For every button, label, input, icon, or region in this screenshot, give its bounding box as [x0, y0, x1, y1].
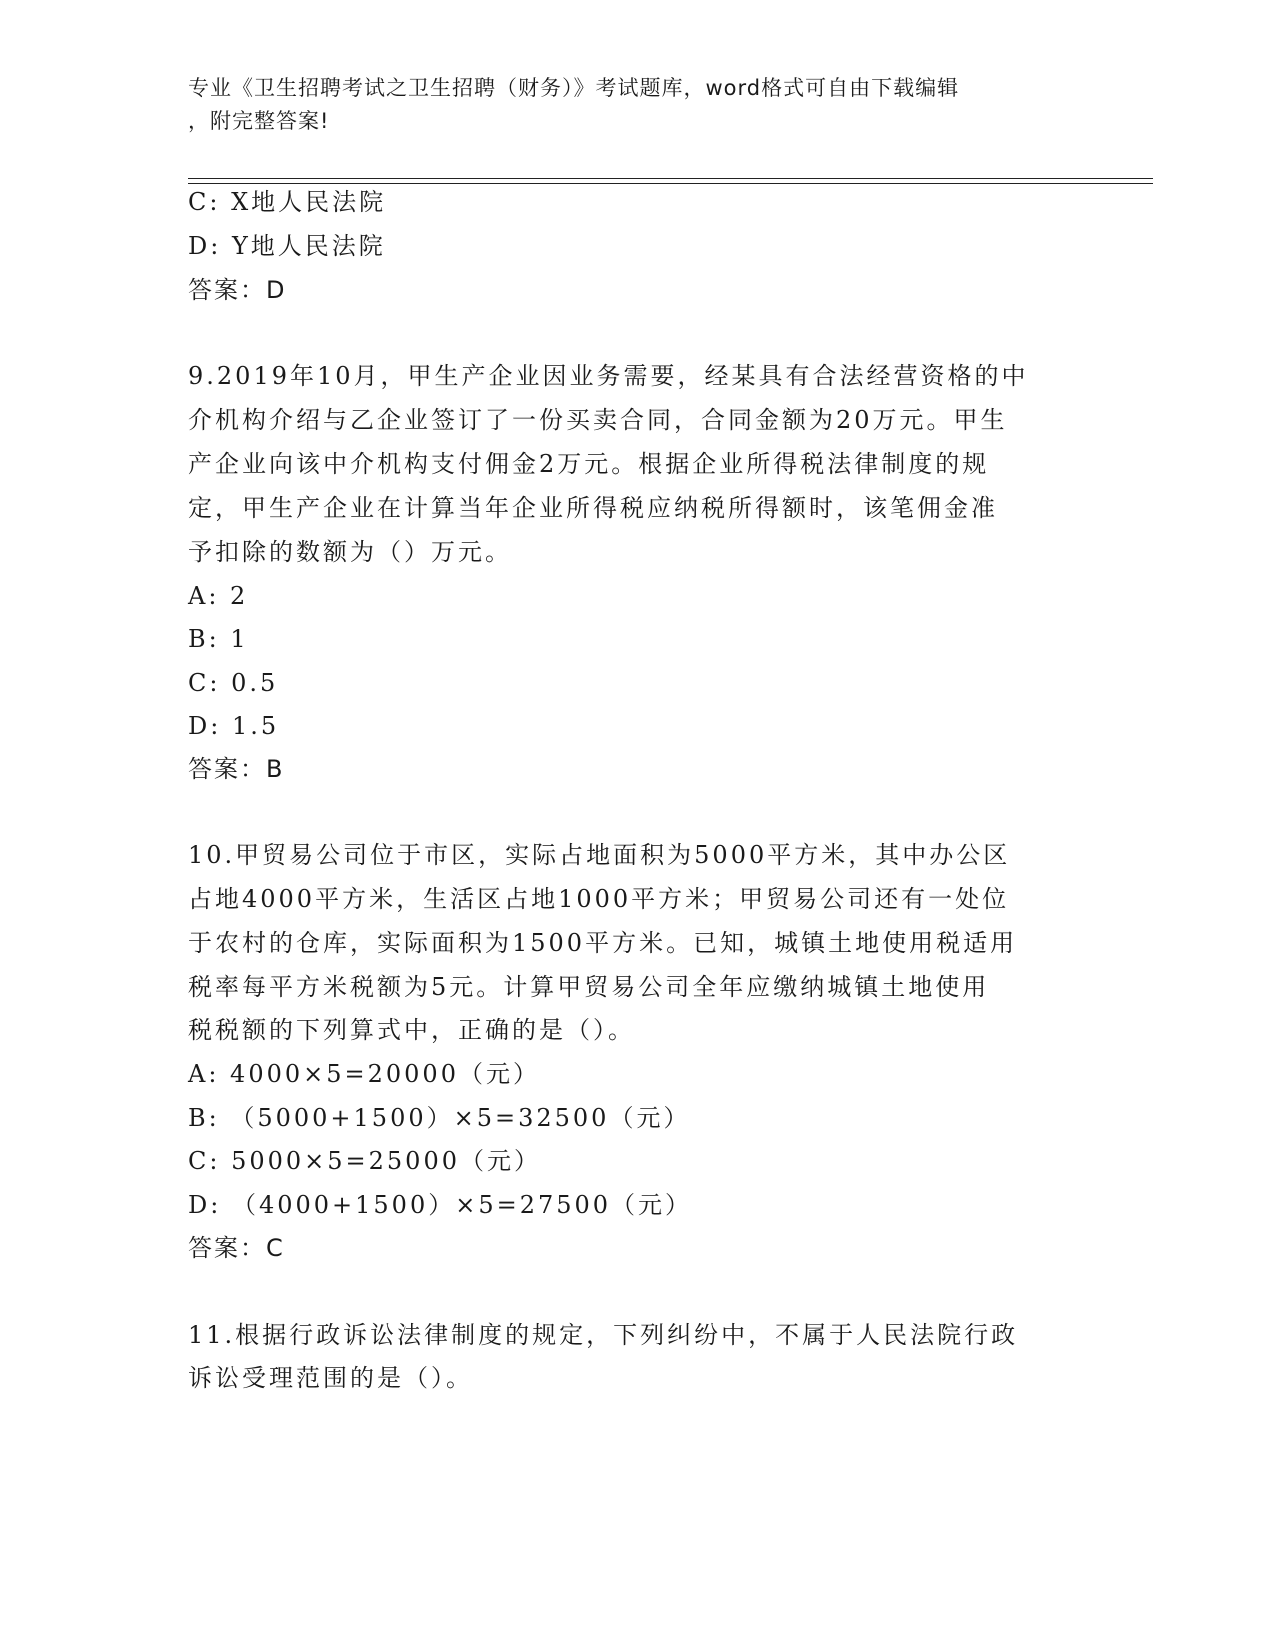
document-header	[188, 72, 1088, 138]
q9-stem-line-2: 介机构介绍与乙企业签订了一份买卖合同，合同金额为20万元。甲生	[188, 406, 1008, 434]
q10-option-c: C: 5000×5=25000（元）	[188, 1147, 541, 1175]
q9-stem-line-3: 产企业向该中介机构支付佣金2万元。根据企业所得税法律制度的规	[188, 450, 990, 478]
q11-stem-line-1: 11.根据行政诉讼法律制度的规定，下列纠纷中，不属于人民法院行政	[188, 1321, 1019, 1349]
q8-answer: 答案：D	[188, 276, 287, 304]
q10-stem-line-1: 10.甲贸易公司位于市区，实际占地面积为5000平方米，其中办公区	[188, 841, 1011, 869]
q10-option-d: D: （4000+1500）×5=27500（元）	[188, 1191, 693, 1219]
q9-option-b: B: 1	[188, 625, 249, 653]
q10-stem-line-3: 于农村的仓库，实际面积为1500平方米。已知，城镇土地使用税适用	[188, 929, 1018, 957]
q9-answer: 答案：B	[188, 755, 285, 783]
header-divider-top	[188, 178, 1153, 179]
q9-option-c: C: 0.5	[188, 669, 279, 697]
header-line-1: 专业《卫生招聘考试之卫生招聘（财务）》考试题库，word格式可自由下载编辑	[188, 76, 960, 100]
q10-option-b: B: （5000+1500）×5=32500（元）	[188, 1104, 691, 1132]
header-divider-bottom	[188, 183, 1153, 184]
q8-option-d: D: Y地人民法院	[188, 232, 386, 260]
q10-answer: 答案：C	[188, 1234, 285, 1262]
q9-stem-line-4: 定，甲生产企业在计算当年企业所得税应纳税所得额时，该笔佣金准	[188, 494, 998, 522]
q10-stem-line-4: 税率每平方米税额为5元。计算甲贸易公司全年应缴纳城镇土地使用	[188, 973, 990, 1001]
q9-option-d: D: 1.5	[188, 712, 280, 740]
q11-stem-line-2: 诉讼受理范围的是（）。	[188, 1364, 473, 1392]
q10-option-a: A: 4000×5=20000（元）	[188, 1060, 540, 1088]
q10-stem-line-2: 占地4000平方米，生活区占地1000平方米；甲贸易公司还有一处位	[188, 885, 1010, 913]
header-line-2: ，附完整答案!	[188, 109, 330, 133]
q9-option-a: A: 2	[188, 582, 249, 610]
q9-stem-line-1: 9.2019年10月，甲生产企业因业务需要，经某具有合法经营资格的中	[188, 362, 1029, 390]
q8-option-c: C: X地人民法院	[188, 188, 387, 216]
q9-stem-line-5: 予扣除的数额为（）万元。	[188, 538, 512, 566]
q10-stem-line-5: 税税额的下列算式中，正确的是（）。	[188, 1016, 635, 1044]
